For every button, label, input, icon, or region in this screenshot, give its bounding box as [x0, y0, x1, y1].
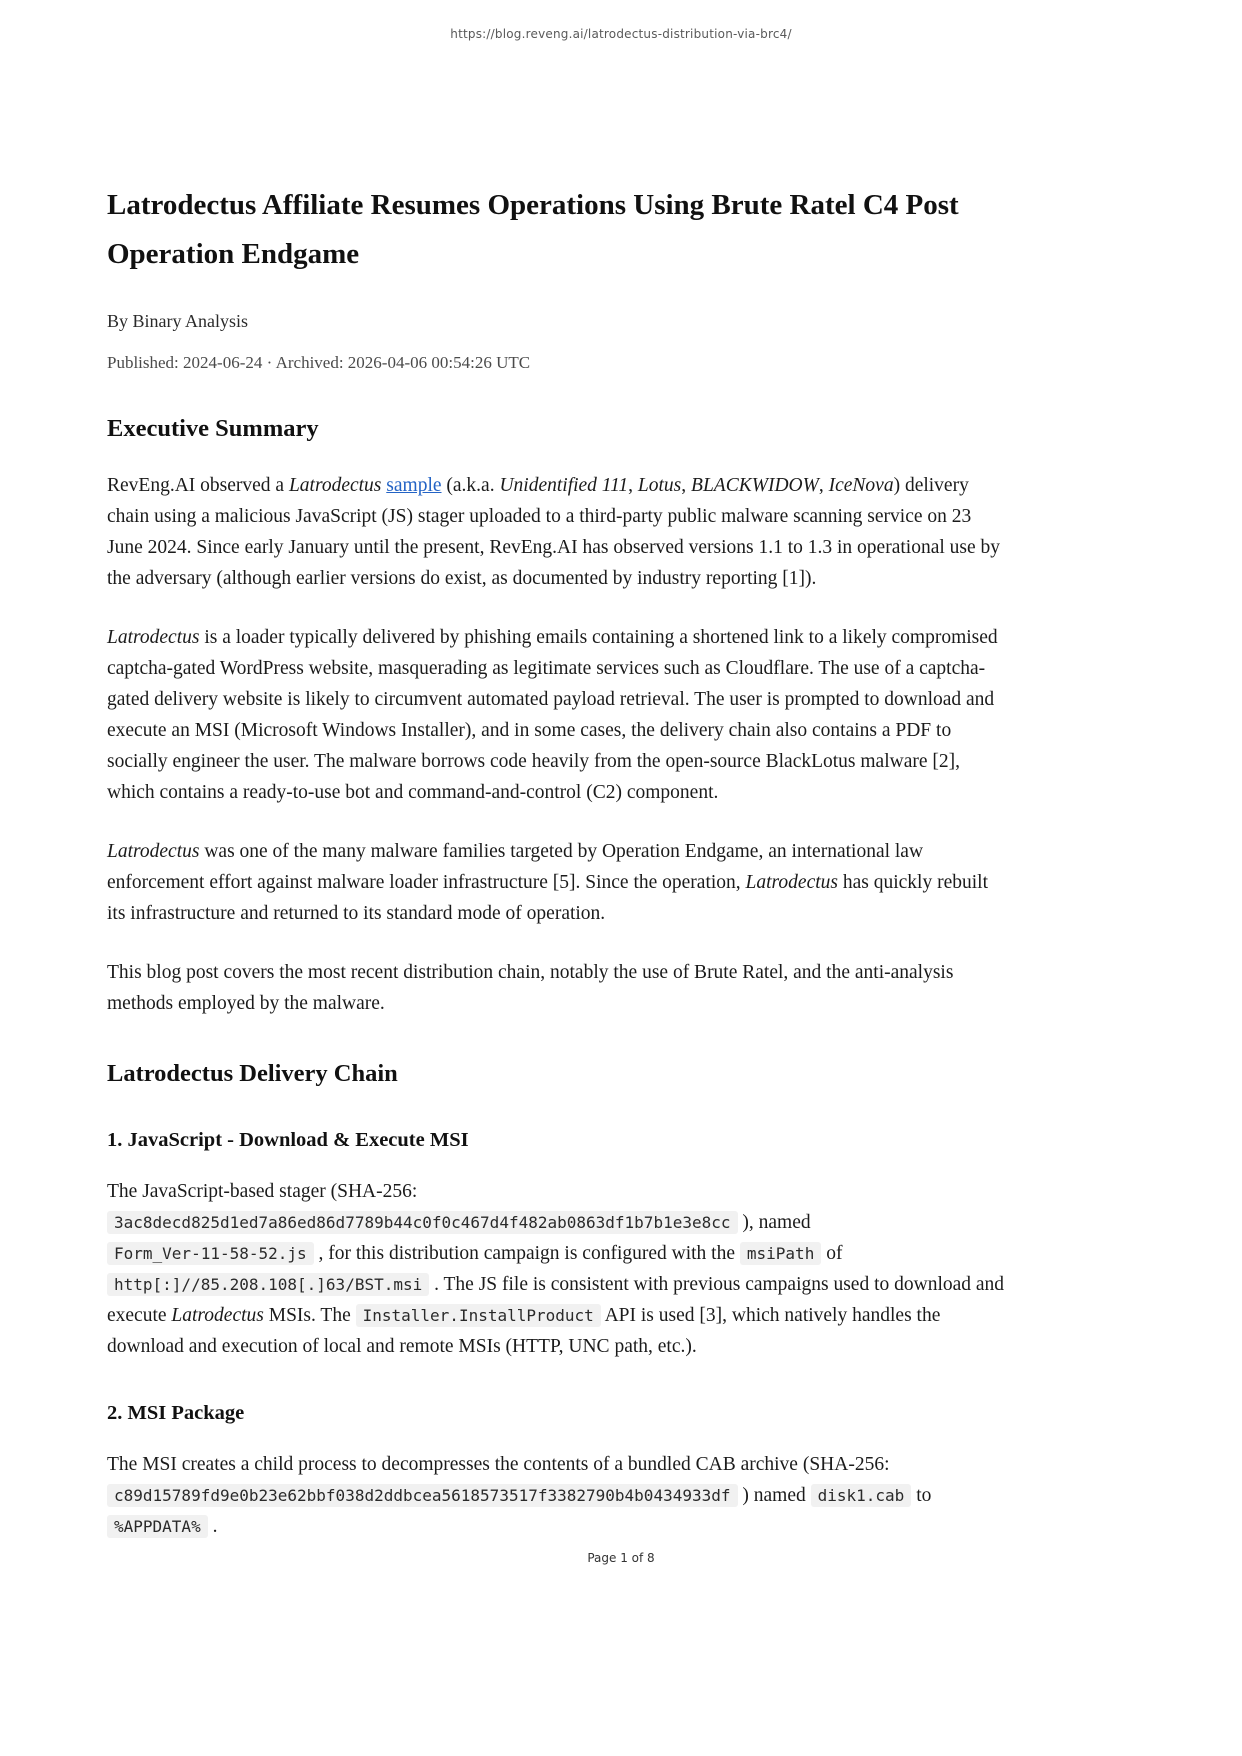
text-run: The JavaScript-based stager (SHA-256:: [107, 1181, 418, 1202]
article: [107, 0, 1008, 1570]
inline-code: http[:]//85.208.108[.]63/BST.msi: [107, 1273, 429, 1296]
italic-text: Lotus: [637, 475, 682, 496]
inline-link[interactable]: sample: [386, 475, 442, 496]
text-run: of: [821, 1243, 843, 1264]
inline-code: Installer.InstallProduct: [356, 1304, 601, 1327]
section-heading-executive-summary: Executive Summary: [107, 415, 319, 442]
italic-text: Latrodectus: [288, 475, 382, 496]
text-run: ), named: [737, 1212, 811, 1233]
print-footer-page-number: Page 1 of 8: [587, 1551, 655, 1565]
italic-text: Latrodectus: [745, 872, 838, 893]
italic-text: Latrodectus: [107, 627, 200, 648]
paragraph-msi-package: [107, 1449, 1008, 1542]
text-run: to: [911, 1485, 932, 1506]
text-run: ) named: [737, 1485, 811, 1506]
text-run: The MSI creates a child process to decompresses the contents of a bundled CAB archive (SHA-256:: [107, 1454, 890, 1475]
text-run: This blog post covers the most recent distribution chain, notably the use of Brute Ratel, and the anti-analysis methods employed by the malware.: [107, 962, 954, 1014]
inline-code: msiPath: [740, 1242, 821, 1265]
subsection-heading-javascript-stager: 1. JavaScript - Download & Execute MSI: [107, 1129, 469, 1151]
byline: By Binary Analysis: [107, 311, 249, 331]
paragraph-executive-2: [107, 622, 1008, 808]
subsection-heading-msi-package: 2. MSI Package: [107, 1402, 245, 1424]
paragraph-executive-3: [107, 836, 1008, 929]
text-run: ) delivery chain using a malicious JavaScript (JS) stager uploaded to a third-party public malware scanning service on 23 June 2024. Since early January until the present, RevEng.AI has observed versions 1.1 to 1.3 in operational use by the adversary (although earlier versions do exist, as documented by industry reporting [1]).: [107, 475, 1001, 589]
text-run: (a.k.a.: [441, 475, 500, 496]
text-run: ,: [628, 475, 638, 496]
print-header-url: https://blog.reveng.ai/latrodectus-distribution-via-brc4/: [450, 27, 792, 41]
italic-text: Latrodectus: [171, 1305, 264, 1326]
inline-code: c89d15789fd9e0b23e62bbf038d2ddbcea5618573517f3382790b4b0434933df: [107, 1484, 738, 1507]
italic-text: BLACKWIDOW: [691, 475, 819, 496]
text-run: API is used [3], which natively handles the download and execution of local and remote MSIs (HTTP, UNC path, etc.).: [107, 1305, 941, 1357]
text-run: was one of the many malware families targeted by Operation Endgame, an international law enforcement effort against malware loader infrastructure [5]. Since the operation,: [107, 841, 924, 893]
italic-text: Unidentified 111: [499, 475, 629, 496]
text-run: RevEng.AI observed a: [107, 475, 289, 496]
inline-code: %APPDATA%: [107, 1515, 208, 1538]
text-run: has quickly rebuilt its infrastructure and returned to its standard mode of operation.: [107, 872, 988, 924]
article-title: Latrodectus Affiliate Resumes Operations Using Brute Ratel C4 Post Operation Endgame: [107, 189, 959, 270]
text-run: is a loader typically delivered by phishing emails containing a shortened link to a likely compromised captcha-gated WordPress website, masquerading as legitimate services such as Cloudflare. The use of a captcha-gated delivery website is likely to circumvent automated payload retrieval. The user is prompted to download and execute an MSI (Microsoft Windows Installer), and in some cases, the delivery chain also contains a PDF to socially engineer the user. The malware borrows code heavily from the open-source BlackLotus malware [2], which contains a ready-to-use bot and command-and-control (C2) component.: [107, 627, 998, 803]
text-run: , for this distribution campaign is configured with the: [313, 1243, 740, 1264]
italic-text: Latrodectus: [107, 841, 200, 862]
text-run: .: [207, 1516, 218, 1537]
paragraph-executive-4: [107, 957, 1008, 1019]
text-run: MSIs. The: [263, 1305, 356, 1326]
inline-code: disk1.cab: [811, 1484, 912, 1507]
published-archived-meta: Published: 2024-06-24 · Archived: 2026-04-06 00:54:26 UTC: [107, 353, 531, 372]
italic-text: IceNova: [828, 475, 894, 496]
paragraph-executive-1: [107, 470, 1008, 594]
text-run: . The JS file is consistent with previous campaigns used to download and execute: [107, 1274, 1005, 1326]
section-heading-delivery-chain: Latrodectus Delivery Chain: [107, 1060, 398, 1087]
inline-code: 3ac8decd825d1ed7a86ed86d7789b44c0f0c467d4f482ab0863df1b7b1e3e8cc: [107, 1211, 738, 1234]
text-run: ,: [818, 475, 829, 496]
paragraph-javascript-stager: [107, 1176, 1008, 1362]
inline-code: Form_Ver-11-58-52.js: [107, 1242, 314, 1265]
text-run: ,: [681, 475, 692, 496]
